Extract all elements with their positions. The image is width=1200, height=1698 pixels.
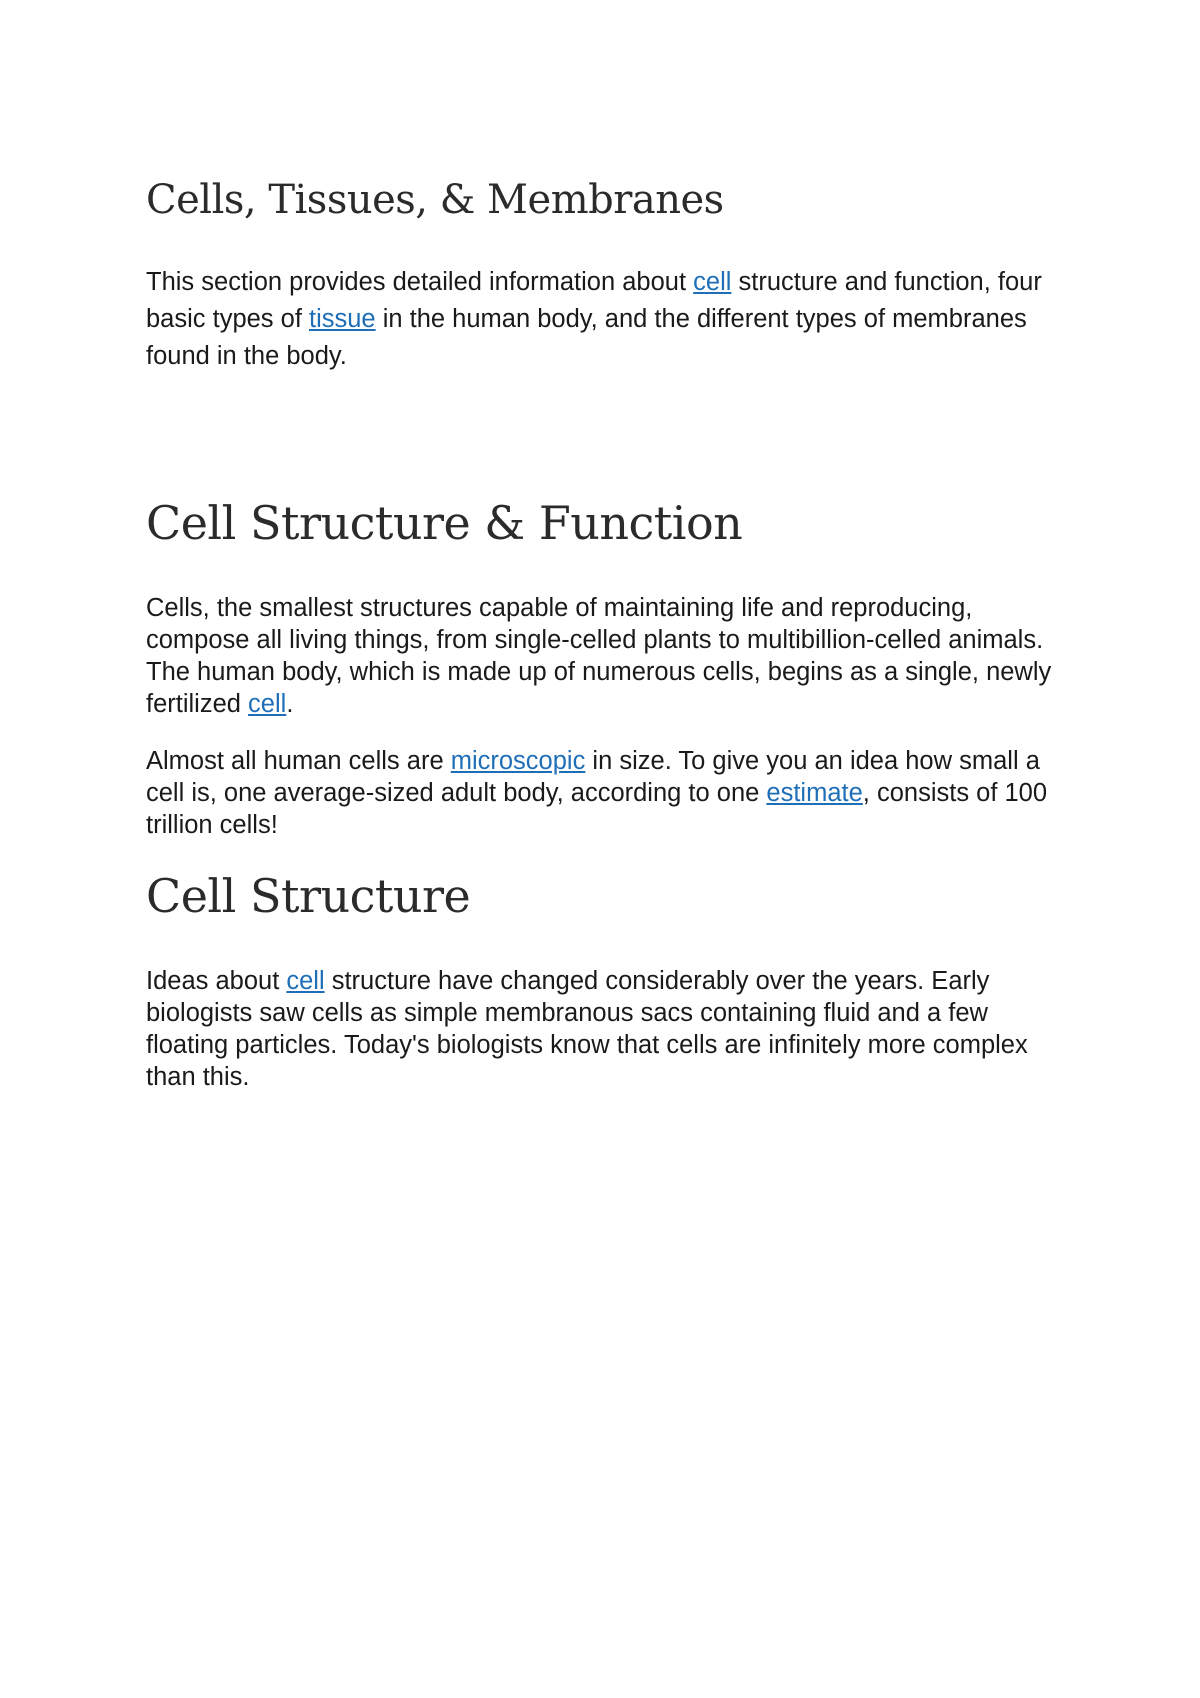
microscopic-paragraph [146, 745, 1076, 841]
link-cell[interactable]: cell [248, 690, 287, 718]
intro-text-2: structure and function, four basic types of [146, 268, 1042, 333]
microscopic-text-2: in size. To give you an idea how small a cell is, one average-sized adult body, according to one [146, 747, 1040, 807]
cells-paragraph [146, 592, 1076, 720]
microscopic-text-1: Almost all human cells are [146, 747, 451, 775]
link-cell[interactable]: cell [286, 967, 325, 995]
intro-paragraph [146, 264, 1076, 375]
microscopic-text-3: , consists of 100 trillion cells! [146, 779, 1048, 839]
ideas-text-2: structure have changed considerably over the years. Early biologists saw cells as simple membranous sacs containing fluid and a few floating particles. Today's biologists know that cells are infinitely more complex than this. [146, 967, 1028, 1091]
section-heading-cell-structure-function: Cell Structure & Function [146, 496, 743, 550]
section-heading-cell-structure: Cell Structure [146, 869, 471, 923]
intro-text-3: in the human body, and the different types of membranes found in the body. [146, 305, 1027, 370]
link-estimate[interactable]: estimate [766, 779, 863, 807]
link-tissue[interactable]: tissue [309, 305, 376, 333]
intro-text-1: This section provides detailed information about [146, 268, 694, 296]
ideas-paragraph [146, 965, 1076, 1093]
link-cell[interactable]: cell [693, 268, 732, 296]
ideas-text-1: Ideas about [146, 967, 287, 995]
cells-text-2: . [286, 690, 294, 718]
cells-text-1: Cells, the smallest structures capable of maintaining life and reproducing, compose all living things, from single-celled plants to multibillion-celled animals. The human body, which is made up of numerous cells, begins as a single, newly fertilized [146, 594, 1052, 718]
page-title: Cells, Tissues, & Membranes [146, 177, 724, 223]
link-microscopic[interactable]: microscopic [450, 747, 586, 775]
